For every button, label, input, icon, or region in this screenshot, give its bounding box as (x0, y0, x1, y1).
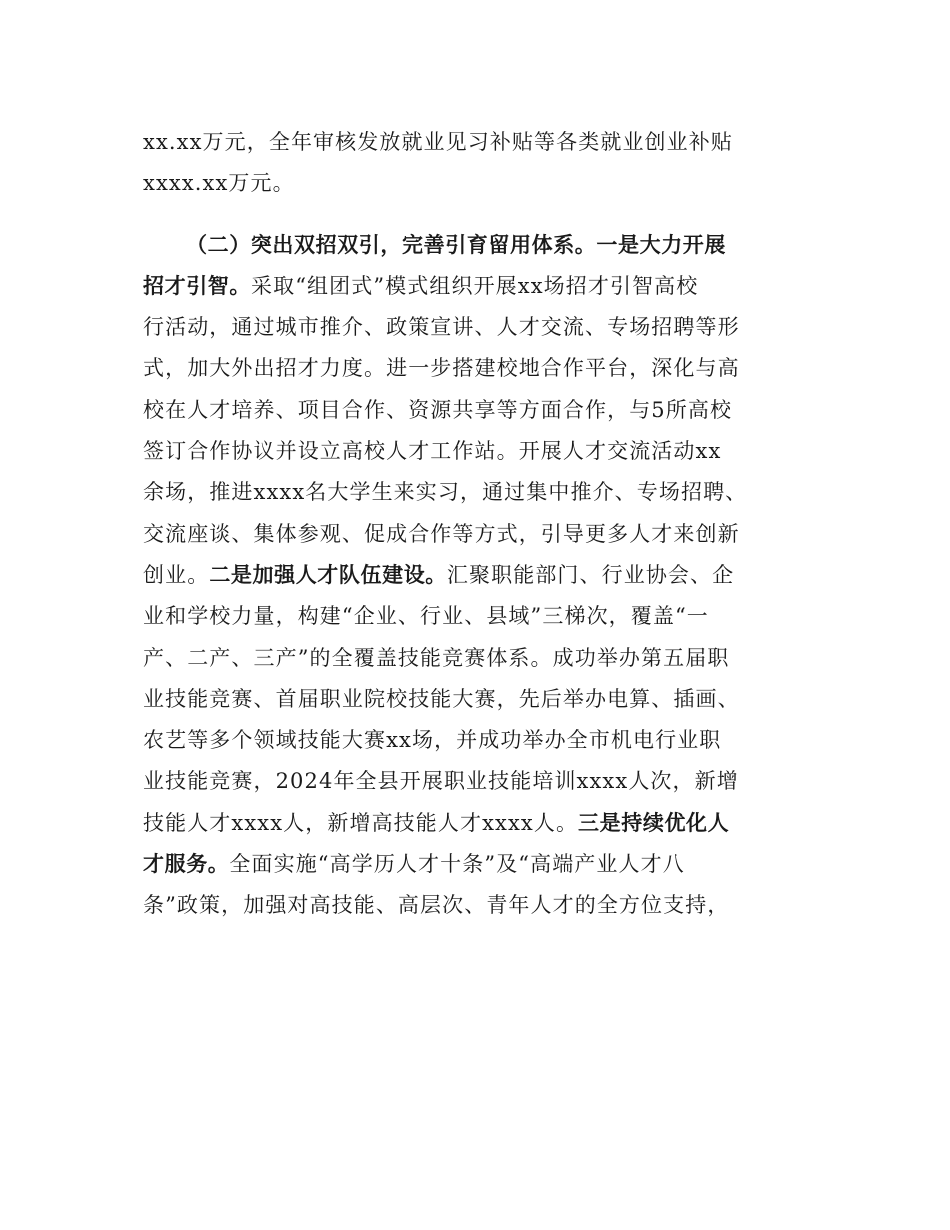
text-line: 校在人才培养、项目合作、资源共享等方面合作，与5所高校 (143, 397, 733, 422)
text-run: 全面实施“高学历人才十条”及“高端产业人才八 (229, 852, 685, 877)
text-line: 产、二产、三产”的全覆盖技能竞赛体系。成功举办第五届职 (143, 645, 730, 670)
section-heading: （二）突出双招双引，完善引育留用体系。一是大力开展 (186, 232, 726, 257)
text-line: 签订合作协议并设立高校人才工作站。开展人才交流活动xx (143, 439, 722, 464)
text-line (143, 844, 811, 885)
text-line: xx.xx万元，全年审核发放就业见习补贴等各类就业创业补贴 (143, 130, 733, 154)
text-run: 创业。 (143, 562, 210, 587)
text-run: 汇聚职能部门、行业协会、企 (446, 562, 735, 587)
text-line (143, 266, 811, 307)
text-line (143, 803, 811, 844)
text-line: 业技能竞赛、首届职业院校技能大赛，先后举办电算、插画、 (143, 686, 740, 711)
bold-phrase: 才服务。 (143, 852, 230, 877)
text-line: 业技能竞赛，2024年全县开展职业技能培训xxxx人次，新增 (143, 769, 739, 794)
bold-phrase: 招才引智。 (143, 273, 251, 298)
text-line: 余场，推进xxxx名大学生来实习，通过集中推介、专场招聘、 (143, 480, 748, 505)
text-run: 技能人才xxxx人，新增高技能人才xxxx人。 (143, 810, 579, 835)
text-line: xxxx.xx万元。 (143, 171, 295, 196)
paragraph-gap (143, 205, 811, 225)
bold-phrase: 三是持续优化人 (578, 810, 730, 835)
text-line: 交流座谈、集体参观、促成合作等方式，引导更多人才来创新 (143, 521, 740, 546)
text-line: 条”政策，加强对高技能、高层次、青年人才的全方位支持， (143, 893, 730, 918)
text-line: 式，加大外出招才力度。进一步搭建校地合作平台，深化与高 (143, 356, 740, 381)
section-heading-line (143, 225, 811, 266)
text-line: 业和学校力量，构建“企业、行业、县域”三梯次，覆盖“一 (143, 604, 709, 629)
document-body (143, 122, 811, 927)
text-line: 行活动，通过城市推介、政策宣讲、人才交流、专场招聘等形 (143, 315, 740, 340)
text-line: 农艺等多个领域技能大赛xx场，并成功举办全市机电行业职 (143, 728, 722, 753)
bold-phrase: 二是加强人才队伍建设。 (209, 562, 447, 587)
text-line (143, 555, 811, 596)
text-run: 采取“组团式”模式组织开展xx场招才引智高校 (251, 273, 699, 298)
